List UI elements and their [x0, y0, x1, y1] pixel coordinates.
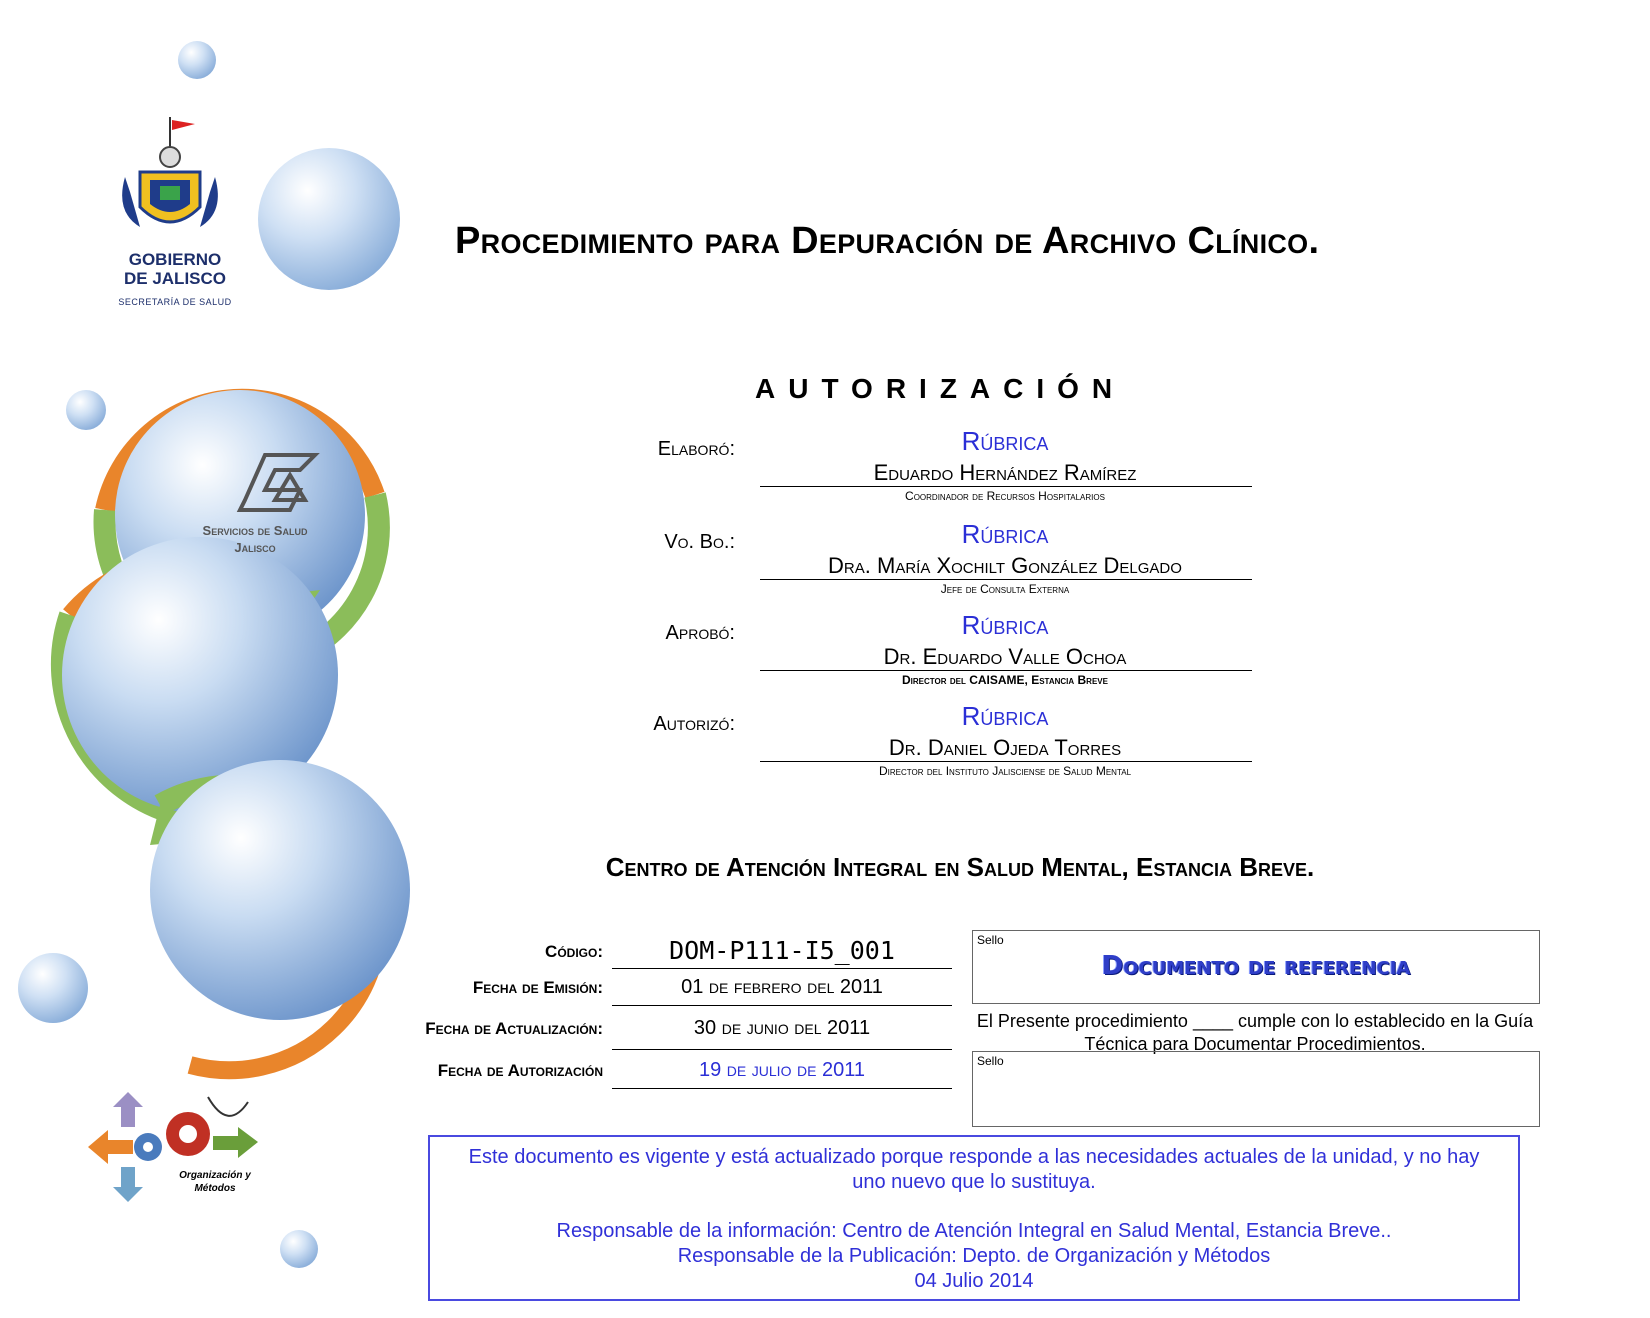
sello-label: Sello [977, 1054, 1004, 1068]
fecha-actualizacion-label: Fecha de Actualización: [425, 1019, 603, 1038]
sello-box-empty [972, 1051, 1540, 1127]
decorative-cycle-graphic [30, 365, 410, 1085]
signer-name: Eduardo Hernández Ramírez [873, 460, 1137, 485]
logo-line2: DE JALISCO [123, 269, 227, 288]
signature-line [760, 486, 1252, 487]
signature-rubrica: Rúbrica [961, 701, 1049, 731]
codigo-label: Código: [545, 942, 603, 961]
authorization-heading: AUTORIZACIÓN [755, 373, 1126, 404]
signer-position: Director del CAISAME, Estancia Breve [902, 673, 1108, 687]
signature-rubrica: Rúbrica [961, 610, 1049, 640]
decorative-bubble [178, 41, 216, 79]
decorative-bubble [258, 148, 400, 290]
footer-responsable-info: Responsable de la información: Centro de Atención Integral en Salud Mental, Estancia Breve.. [556, 1220, 1392, 1242]
codigo-value: DOM-P111-I5_001 [669, 936, 895, 965]
signer-name: Dr. Daniel Ojeda Torres [888, 735, 1122, 760]
ssj-logo-line1: Servicios de Salud [202, 523, 308, 538]
compliance-statement: El Presente procedimiento ____ cumple con lo establecido en la Guía Técnica para Documentar Procedimientos. [976, 1011, 1534, 1054]
fecha-actualizacion-value: 30 de junio del 2011 [693, 1017, 871, 1039]
footer-responsable-publicacion: Responsable de la Publicación: Depto. de Organización y Métodos [677, 1245, 1271, 1267]
signer-name: Dr. Eduardo Valle Ochoa [883, 644, 1127, 669]
signature-line [760, 670, 1252, 671]
role-label-aprobo: Aprobó: [665, 622, 735, 644]
documento-referencia-stamp: Documento de referencia [1101, 951, 1411, 981]
signer-position: Coordinador de Recursos Hospitalarios [905, 489, 1105, 503]
fecha-autorizacion-label: Fecha de Autorización [437, 1061, 603, 1080]
signer-position: Jefe de Consulta Externa [940, 582, 1070, 596]
signature-rubrica: Rúbrica [961, 426, 1049, 456]
footer-gap [430, 1195, 1518, 1219]
footer-date: 04 Julio 2014 [914, 1270, 1034, 1292]
sello-label: Sello [977, 933, 1004, 947]
fecha-autorizacion-value: 19 de julio de 2011 [698, 1059, 866, 1081]
fecha-autorizacion-line [612, 1088, 952, 1089]
role-label-elaboro: Elaboró: [657, 438, 735, 460]
decorative-bubble [280, 1230, 318, 1268]
om-logo-line1: Organización y [179, 1170, 251, 1181]
fecha-emision-value: 01 de febrero del 2011 [681, 976, 883, 998]
validity-footer-box [428, 1135, 1520, 1301]
page-title: Procedimiento para Depuración de Archivo Clínico. [455, 220, 1320, 262]
logo-subline: SECRETARÍA DE SALUD [118, 297, 232, 307]
fecha-actualizacion-line [612, 1049, 952, 1050]
role-label-vobo: Vo. Bo.: [664, 531, 735, 553]
ssj-logo-line2: Jalisco [234, 540, 276, 555]
om-logo-line2: Métodos [194, 1183, 236, 1194]
center-name-heading: Centro de Atención Integral en Salud Mental, Estancia Breve. [605, 852, 1315, 882]
signature-line [760, 579, 1252, 580]
signature-line [760, 761, 1252, 762]
jalisco-coat-of-arms-icon [115, 112, 225, 242]
role-label-autorizo: Autorizó: [653, 713, 735, 735]
logo-line1: GOBIERNO [128, 250, 222, 269]
fecha-emision-line [612, 1005, 952, 1006]
footer-validity-text: Este documento es vigente y está actualizado porque responde a las necesidades actuales de la unidad, y no hay uno nuevo que lo sustituya. [468, 1146, 1480, 1193]
signer-name: Dra. María Xochilt González Delgado [828, 553, 1182, 578]
sello-box-reference [972, 930, 1540, 1004]
signature-rubrica: Rúbrica [961, 519, 1049, 549]
fecha-emision-label: Fecha de Emisión: [472, 978, 603, 997]
codigo-line [612, 968, 952, 969]
signer-position: Director del Instituto Jalisciense de Salud Mental [878, 764, 1132, 778]
